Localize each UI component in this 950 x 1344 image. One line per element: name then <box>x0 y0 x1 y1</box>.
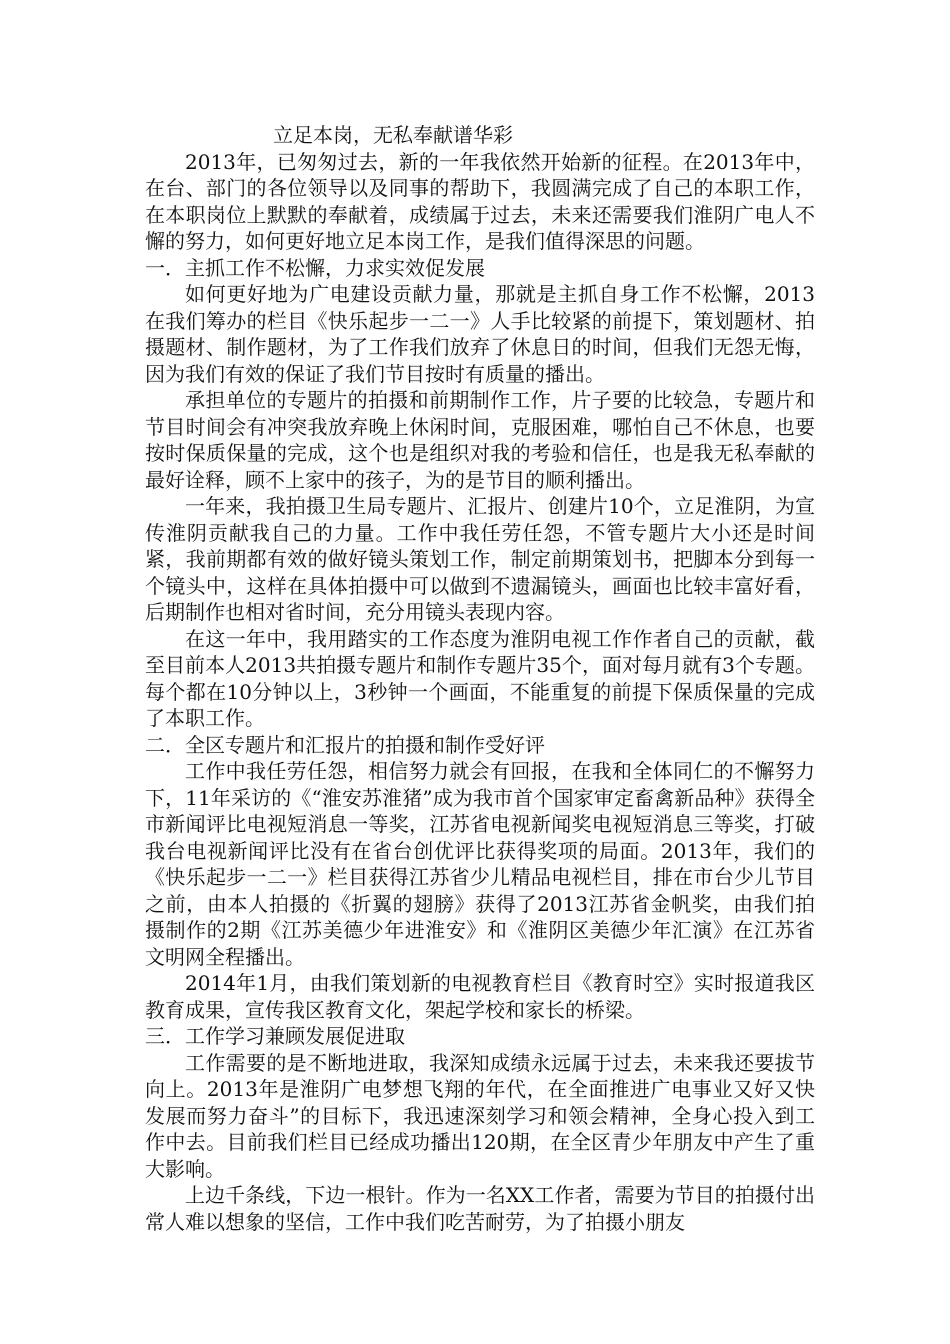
paragraph: 承担单位的专题片的拍摄和前期制作工作，片子要的比较急，专题片和节目时间会有冲突我放弃晚上休闲时间，克服困难，哪怕自己不休息，也要按时保质保量的完成，这个也是组织对我的考验和信任，也是我无私奉献的最好诠释，顾不上家中的孩子，为的是节目的顺利播出。 <box>145 388 815 492</box>
section-heading: 二．全区专题片和汇报片的拍摄和制作受好评 <box>145 732 545 757</box>
paragraph: 在这一年中，我用踏实的工作态度为淮阴电视工作作者自己的贡献，截至目前本人2013共拍摄专题片和制作专题片35个，面对每月就有3个专题。每个都在10分钟以上，3秒钟一个画面，不能重复的前提下保质保量的完成了本职工作。 <box>145 626 815 730</box>
document-body <box>145 149 815 1236</box>
paragraph: 2013年，已匆匆过去，新的一年我依然开始新的征程。在2013年中，在台、部门的各位领导以及同事的帮助下，我圆满完成了自己的本职工作，在本职岗位上默默的奉献着，成绩属于过去，未来还需要我们淮阴广电人不懈的努力，如何更好地立足本岗工作，是我们值得深思的问题。 <box>145 149 815 253</box>
paragraph: 一年来，我拍摄卫生局专题片、汇报片、创建片10个，立足淮阴，为宣传淮阴贡献我自己的力量。工作中我任劳任怨，不管专题片大小还是时间紧，我前期都有效的做好镜头策划工作，制定前期策划书，把脚本分到每一个镜头中，这样在具体拍摄中可以做到不遗漏镜头，画面也比较丰富好看，后期制作也相对省时间，充分用镜头表现内容。 <box>145 494 815 624</box>
section-heading: 一．主抓工作不松懈，力求实效促发展 <box>145 255 485 280</box>
paragraph: 如何更好地为广电建设贡献力量，那就是主抓自身工作不松懈，2013在我们筹办的栏目《快乐起步一二一》人手比较紧的前提下，策划题材、拍摄题材、制作题材，为了工作我们放弃了休息日的时间，但我们无怨无悔，因为我们有效的保证了我们节目按时有质量的播出。 <box>145 282 815 386</box>
document-page <box>145 122 815 1235</box>
document-title: 立足本岗，无私奉献谱华彩 <box>273 123 513 147</box>
section-heading: 三．工作学习兼顾发展促进取 <box>145 1024 405 1048</box>
paragraph: 工作需要的是不断地进取，我深知成绩永远属于过去，未来我还要拔节向上。2013年是淮阴广电梦想飞翔的年代，在全面推进广电事业又好又快发展而努力奋斗”的目标下，我迅速深刻学习和领会精神，全身心投入到工作中去。目前我们栏目已经成功播出120期，在全区青少年朋友中产生了重大影响。 <box>145 1050 815 1181</box>
paragraph: 2014年1月，由我们策划新的电视教育栏目《教育时空》实时报道我区教育成果，宣传我区教育文化，架起学校和家长的桥梁。 <box>145 971 815 1022</box>
paragraph: 上边千条线，下边一根针。作为一名XX工作者，需要为节目的拍摄付出常人难以想象的坚信，工作中我们吃苦耐劳，为了拍摄小朋友 <box>145 1183 815 1234</box>
paragraph: 工作中我任劳任怨，相信努力就会有回报，在我和全体同仁的不懈努力下，11年采访的《“淮安苏淮猪”成为我市首个国家审定畜禽新品种》获得全市新闻评比电视短消息一等奖，江苏省电视新闻奖电视短消息三等奖，打破我台电视新闻评比没有在省台创优评比获得奖项的局面。2013年，我们的《快乐起步一二一》栏目获得江苏省少儿精品电视栏目，排在市台少儿节目之前，由本人拍摄的《折翼的翅膀》获得了2013江苏省金帆奖，由我们拍摄制作的2期《江苏美德少年进淮安》和《淮阴区美德少年汇演》在江苏省文明网全程播出。 <box>145 759 815 969</box>
